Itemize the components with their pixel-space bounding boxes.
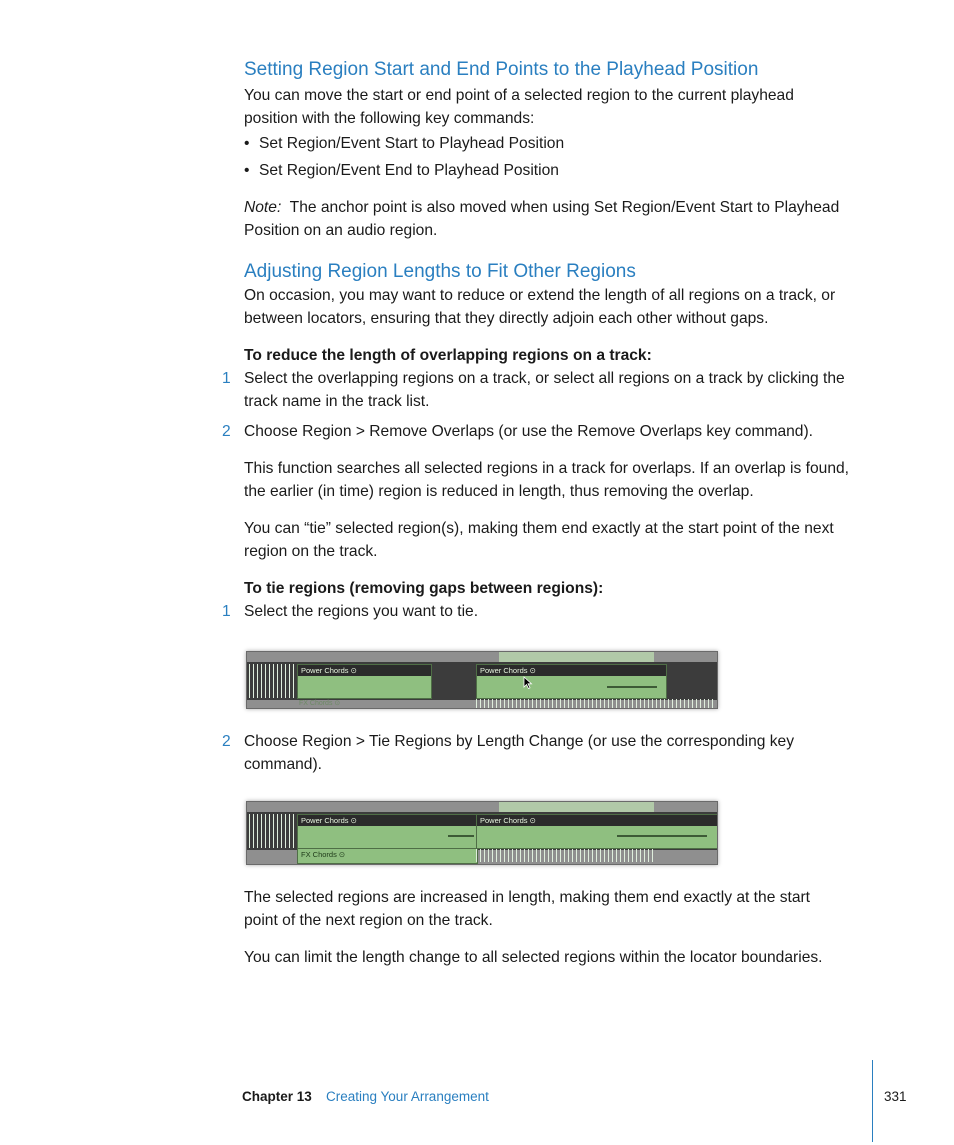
text-line: between locators, ensuring that they directly adjoin each other without gaps. <box>244 310 769 327</box>
list-item-text: Set Region/Event End to Playhead Position <box>259 162 559 179</box>
text-line: region on the track. <box>244 543 378 560</box>
footer-chapter-title[interactable]: Creating Your Arrangement <box>326 1089 489 1104</box>
paragraph <box>244 886 874 932</box>
region-power-chords-2[interactable] <box>476 664 667 699</box>
step-text: Choose Region > Remove Overlaps (or use the Remove Overlaps key command). <box>244 423 813 440</box>
text-line: command). <box>244 756 322 773</box>
region-ghost-label: FX Chords ⊙ <box>299 700 341 707</box>
region-fx-chords[interactable] <box>297 848 478 864</box>
region-power-chords-1[interactable] <box>297 664 432 699</box>
text-line: You can move the start or end point of a selected region to the current playhead <box>244 87 794 104</box>
step-number: 2 <box>222 733 231 750</box>
page-number: 331 <box>884 1089 907 1104</box>
waveform <box>448 835 474 837</box>
step-text <box>244 367 874 413</box>
section-heading: Adjusting Region Lengths to Fit Other Regions <box>244 261 636 282</box>
list-item <box>244 159 559 182</box>
screenshot-before-tie <box>246 651 718 709</box>
text-line: the earlier (in time) region is reduced in length, thus removing the overlap. <box>244 483 754 500</box>
waveform <box>617 835 707 837</box>
text-line: This function searches all selected regions in a track for overlaps. If an overlap is found, <box>244 460 850 477</box>
paragraph <box>244 284 874 330</box>
screenshot-after-tie <box>246 801 718 865</box>
footer-divider <box>872 1060 873 1142</box>
list-item-text: Set Region/Event Start to Playhead Position <box>259 135 565 152</box>
text-line: Select the overlapping regions on a track, or select all regions on a track by clicking the <box>244 370 845 387</box>
region-label: Power Chords ⊙ <box>298 815 477 826</box>
region-label: FX Chords ⊙ <box>301 850 346 859</box>
section-heading: Setting Region Start and End Points to the Playhead Position <box>244 59 759 80</box>
paragraph <box>244 457 874 503</box>
region-fragment <box>249 664 297 698</box>
paragraph <box>244 84 874 130</box>
region-fragment <box>476 849 656 862</box>
region-power-chords-2[interactable] <box>476 814 718 849</box>
bullet-icon: • <box>244 162 250 179</box>
step-number: 1 <box>222 370 231 387</box>
list-item <box>244 132 564 155</box>
text-line: Choose Region > Tie Regions by Length Change (or use the corresponding key <box>244 733 795 750</box>
step-number: 1 <box>222 603 231 620</box>
text-line: On occasion, you may want to reduce or extend the length of all regions on a track, or <box>244 287 836 304</box>
task-title: To reduce the length of overlapping regions on a track: <box>244 347 652 364</box>
step-text: Select the regions you want to tie. <box>244 603 479 620</box>
paragraph <box>244 517 874 563</box>
note-label: Note: <box>244 199 282 216</box>
text-line: track name in the track list. <box>244 393 430 410</box>
task-title: To tie regions (removing gaps between regions): <box>244 580 604 597</box>
region-fragment <box>249 814 297 848</box>
note <box>244 196 874 242</box>
waveform <box>607 686 657 688</box>
text-line: You can “tie” selected region(s), making them end exactly at the start point of the next <box>244 520 834 537</box>
text-line: The anchor point is also moved when using Set Region/Event Start to Playhead <box>289 199 840 216</box>
text-line: position with the following key commands: <box>244 110 535 127</box>
text-line: Position on an audio region. <box>244 222 438 239</box>
step-number: 2 <box>222 423 231 440</box>
step-text <box>244 730 874 776</box>
region-label: Power Chords ⊙ <box>298 665 431 676</box>
region-fragment <box>476 699 716 708</box>
text-line: point of the next region on the track. <box>244 912 493 929</box>
bullet-icon: • <box>244 135 250 152</box>
footer-chapter: Chapter 13 <box>242 1089 312 1104</box>
region-label: Power Chords ⊙ <box>477 815 717 826</box>
region-power-chords-1[interactable] <box>297 814 478 849</box>
text-line: The selected regions are increased in length, making them end exactly at the start <box>244 889 811 906</box>
pointer-cursor-icon <box>523 676 533 691</box>
region-ghost <box>499 802 654 812</box>
paragraph: You can limit the length change to all selected regions within the locator boundaries. <box>244 949 823 966</box>
region-ghost <box>499 652 654 662</box>
region-label: Power Chords ⊙ <box>477 665 666 676</box>
